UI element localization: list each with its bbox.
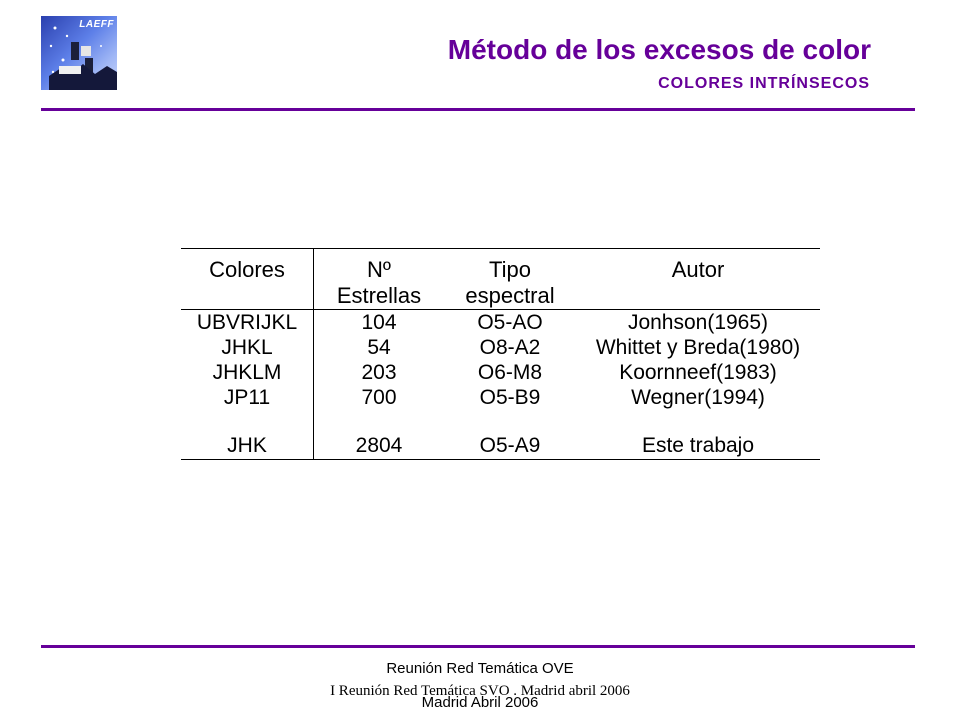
table-row [181, 360, 820, 385]
cell-estrellas [314, 410, 445, 431]
footer-meeting-svo: I Reunión Red Temática SVO . Madrid abril 2006 [330, 683, 630, 699]
table-header-row [181, 249, 820, 310]
slide-title: Método de los excesos de color [447, 34, 871, 65]
cell-autor: Este trabajo [576, 431, 820, 460]
header-tipo-espectral: Tipo espectral [444, 249, 576, 310]
table-row [181, 431, 820, 460]
top-divider [41, 108, 915, 111]
cell-colores: JHK [181, 431, 314, 460]
cell-autor: Jonhson(1965) [627, 311, 769, 334]
cell-colores: JHKL [181, 335, 314, 360]
header-autor: Autor [576, 249, 820, 310]
slide-subtitle: COLORES INTRÍNSECOS [658, 75, 870, 92]
footer-date: Madrid Abril 2006 [421, 694, 539, 711]
laeff-logo [41, 16, 117, 90]
cell-autor: Whittet y Breda(1980) [595, 336, 801, 359]
table-row-spacer [181, 410, 820, 431]
intrinsic-colors-table [181, 248, 820, 460]
cell-tipo: O5-AO [477, 311, 543, 334]
cell-colores: JP11 [181, 385, 314, 410]
logo-label: LAEFF [79, 19, 114, 30]
cell-autor: Koornneef(1983) [619, 361, 777, 384]
header-estrellas: Nº Estrellas [314, 249, 445, 310]
footer-meeting: Reunión Red Temática OVE [386, 660, 574, 677]
table-row [181, 335, 820, 360]
cell-estrellas: 54 [367, 336, 391, 359]
cell-colores [181, 410, 314, 431]
cell-tipo: O5-A9 [444, 431, 576, 460]
cell-tipo: O5-B9 [479, 386, 541, 409]
cell-colores: JHKLM [181, 360, 314, 385]
table-row [181, 385, 820, 410]
cell-tipo: O8-A2 [479, 336, 541, 359]
table-row [181, 310, 820, 336]
cell-estrellas: 2804 [314, 431, 445, 460]
cell-colores: UBVRIJKL [181, 310, 314, 336]
cell-estrellas: 700 [361, 386, 397, 409]
cell-tipo: O6-M8 [477, 361, 543, 384]
cell-autor [576, 410, 820, 431]
cell-estrellas: 104 [361, 311, 397, 334]
cell-autor: Wegner(1994) [631, 386, 765, 409]
bottom-divider [41, 645, 915, 648]
header-colores: Colores [181, 249, 314, 310]
cell-estrellas: 203 [361, 361, 397, 384]
cell-tipo [444, 410, 576, 431]
